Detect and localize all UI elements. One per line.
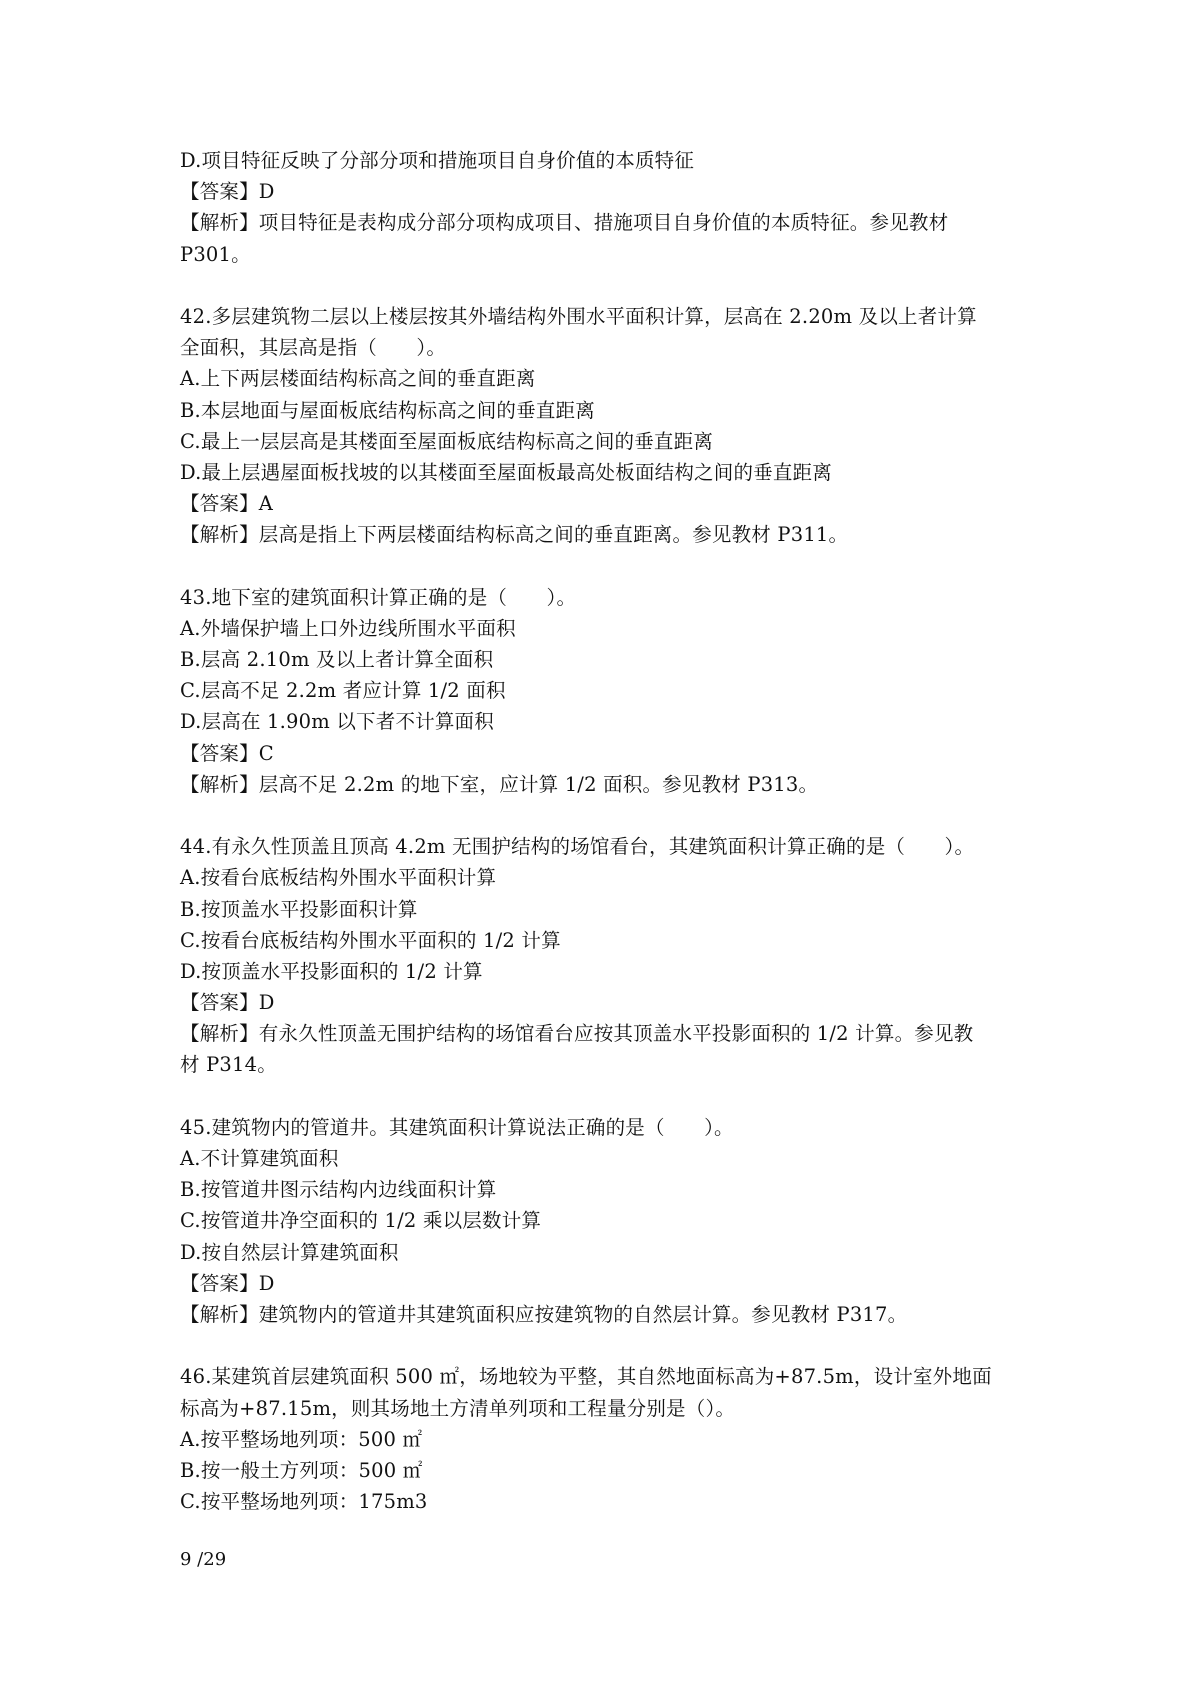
spacer <box>180 1330 1020 1361</box>
question-41-analysis: 【解析】项目特征是表构成分部分项构成项目、措施项目自身价值的本质特征。参见教材 <box>180 211 949 235</box>
question-41-option-d: D.项目特征反映了分部分项和措施项目自身价值的本质特征 <box>180 149 695 172</box>
question-46-option-a: A.按平整场地列项：500 ㎡ <box>180 1427 423 1451</box>
question-44-answer: 【答案】D <box>180 991 275 1015</box>
spacer <box>180 270 1020 301</box>
question-41-answer: 【答案】D <box>180 180 275 204</box>
question-45-stem: 45.建筑物内的管道井。其建筑面积计算说法正确的是（ ）。 <box>180 1115 734 1139</box>
question-45-option-c: C.按管道井净空面积的 1/2 乘以层数计算 <box>180 1209 542 1233</box>
question-46-option-b: B.按一般土方列项：500 ㎡ <box>180 1458 423 1482</box>
question-44-analysis-continued: 材 P314。 <box>180 1053 277 1077</box>
question-42-option-a: A.上下两层楼面结构标高之间的垂直距离 <box>180 367 536 391</box>
question-41-analysis-continued: P301。 <box>180 242 251 266</box>
question-46-stem-continued: 标高为+87.15m，则其场地土方清单列项和工程量分别是（）。 <box>180 1396 736 1420</box>
question-44-option-b: B.按顶盖水平投影面积计算 <box>180 897 418 921</box>
spacer <box>180 550 1020 581</box>
question-45-analysis: 【解析】建筑物内的管道井其建筑面积应按建筑物的自然层计算。参见教材 P317。 <box>180 1302 908 1326</box>
question-43-option-c: C.层高不足 2.2m 者应计算 1/2 面积 <box>180 679 506 703</box>
question-44-option-c: C.按看台底板结构外围水平面积的 1/2 计算 <box>180 928 561 952</box>
question-43-answer: 【答案】C <box>180 741 274 765</box>
question-42-stem-continued: 全面积，其层高是指（ ）。 <box>180 336 447 360</box>
question-45-option-a: A.不计算建筑面积 <box>180 1147 339 1170</box>
question-44-option-d: D.按顶盖水平投影面积的 1/2 计算 <box>180 959 483 983</box>
question-44-stem: 44.有永久性顶盖且顶高 4.2m 无围护结构的场馆看台，其建筑面积计算正确的是（ ）。 <box>180 835 975 859</box>
question-42-option-d: D.最上层遇屋面板找坡的以其楼面至屋面板最高处板面结构之间的垂直距离 <box>180 460 832 484</box>
question-45-option-b: B.按管道井图示结构内边线面积计算 <box>180 1178 497 1202</box>
question-42-answer: 【答案】A <box>180 492 274 516</box>
question-43-option-d: D.层高在 1.90m 以下者不计算面积 <box>180 710 494 734</box>
question-45-option-d: D.按自然层计算建筑面积 <box>180 1240 399 1264</box>
question-42-option-c: C.最上一层层高是其楼面至屋面板底结构标高之间的垂直距离 <box>180 429 714 453</box>
spacer <box>180 1081 1020 1112</box>
spacer <box>180 800 1020 831</box>
question-45-answer: 【答案】D <box>180 1271 275 1295</box>
question-43-analysis: 【解析】层高不足 2.2m 的地下室，应计算 1/2 面积。参见教材 P313。 <box>180 772 819 796</box>
question-46-stem: 46.某建筑首层建筑面积 500 ㎡，场地较为平整，其自然地面标高为+87.5m，设计室外地面 <box>180 1365 992 1389</box>
document-body <box>180 145 1020 1517</box>
question-42-analysis: 【解析】层高是指上下两层楼面结构标高之间的垂直距离。参见教材 P311。 <box>180 523 849 547</box>
question-44-analysis: 【解析】有永久性顶盖无围护结构的场馆看台应按其顶盖水平投影面积的 1/2 计算。参见教 <box>180 1022 974 1046</box>
question-43-stem: 43.地下室的建筑面积计算正确的是（ ）。 <box>180 585 577 609</box>
question-43-option-b: B.层高 2.10m 及以上者计算全面积 <box>180 648 494 671</box>
question-42-stem: 42.多层建筑物二层以上楼层按其外墙结构外围水平面积计算，层高在 2.20m 及以上者计算 <box>180 304 977 328</box>
question-43-option-a: A.外墙保护墙上口外边线所围水平面积 <box>180 616 516 640</box>
question-46-option-c: C.按平整场地列项：175m3 <box>180 1490 428 1514</box>
question-44-option-a: A.按看台底板结构外围水平面积计算 <box>180 866 497 890</box>
page-number: 9 /29 <box>180 1549 227 1570</box>
question-42-option-b: B.本层地面与屋面板底结构标高之间的垂直距离 <box>180 398 595 422</box>
